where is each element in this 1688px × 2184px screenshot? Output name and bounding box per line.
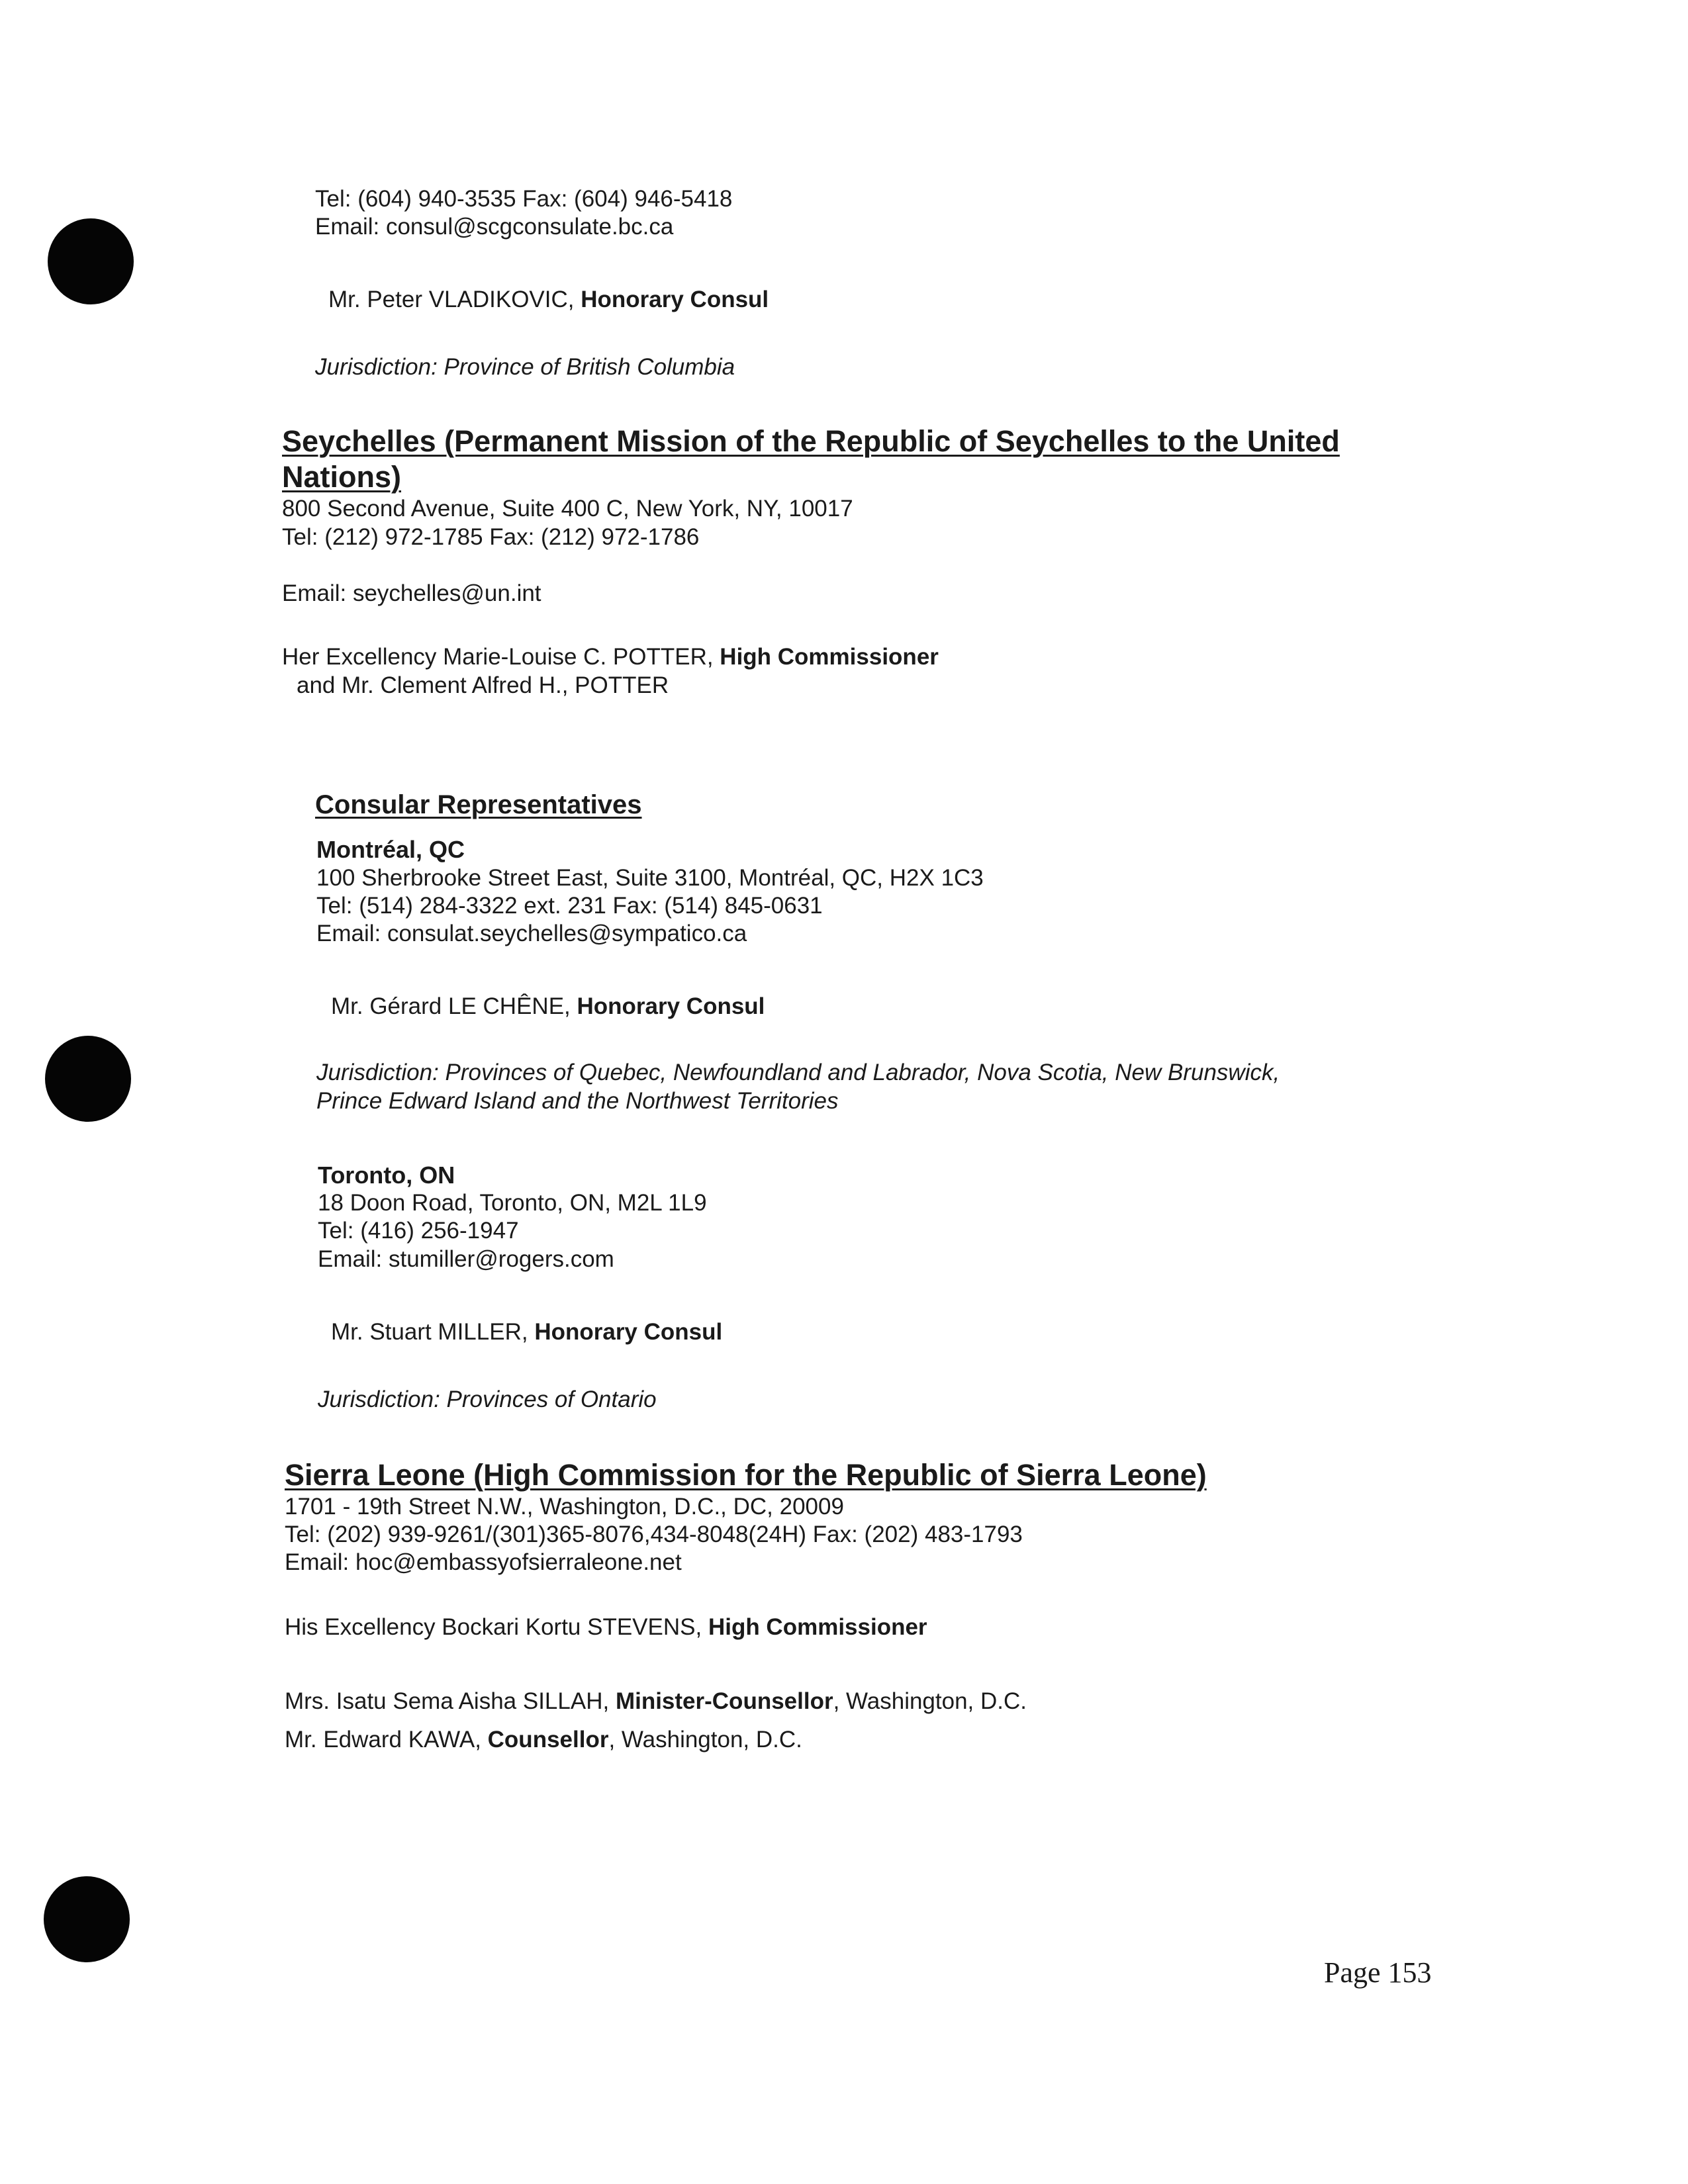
seychelles-head-title: High Commissioner <box>720 644 939 670</box>
vancouver-consul-name: Mr. Peter VLADIKOVIC, <box>328 287 581 312</box>
vancouver-consul-title: Honorary Consul <box>581 287 769 312</box>
seychelles-head-of-mission <box>282 643 939 671</box>
montreal-email: Email: consulat.seychelles@sympatico.ca <box>316 921 747 946</box>
toronto-city: Toronto, ON <box>318 1161 455 1189</box>
toronto-tel: Tel: (416) 256-1947 <box>318 1218 519 1244</box>
vancouver-tel: Tel: (604) 940-3535 Fax: (604) 946-5418 <box>315 186 733 212</box>
staff-title: Counsellor <box>487 1727 609 1752</box>
vancouver-jurisdiction: Jurisdiction: Province of British Columbia <box>315 354 735 380</box>
sierra-leone-staff-row <box>285 1688 1027 1715</box>
sierra-leone-head-name: His Excellency Bockari Kortu STEVENS, <box>285 1614 708 1640</box>
montreal-jurisdiction-line1: Jurisdiction: Provinces of Quebec, Newfoundland and Labrador, Nova Scotia, New Brunswick, <box>316 1060 1280 1085</box>
seychelles-spouse: and Mr. Clement Alfred H., POTTER <box>297 672 669 698</box>
montreal-jurisdiction-line2: Prince Edward Island and the Northwest Territories <box>316 1088 839 1114</box>
binder-hole-top <box>48 218 134 304</box>
binder-hole-middle <box>45 1036 131 1122</box>
sierra-leone-email: Email: hoc@embassyofsierraleone.net <box>285 1549 682 1575</box>
seychelles-heading-line1: Seychelles (Permanent Mission of the Republic of Seychelles to the United <box>282 424 1340 458</box>
page-number: Page 153 <box>1324 1956 1432 1989</box>
sierra-leone-staff-row <box>285 1726 802 1754</box>
toronto-consul-title: Honorary Consul <box>534 1319 723 1345</box>
sierra-leone-address: 1701 - 19th Street N.W., Washington, D.C., DC, 20009 <box>285 1494 844 1520</box>
vancouver-email: Email: consul@scgconsulate.bc.ca <box>315 214 674 240</box>
seychelles-email: Email: seychelles@un.int <box>282 580 541 606</box>
seychelles-heading-line2: Nations) <box>282 460 401 494</box>
montreal-address: 100 Sherbrooke Street East, Suite 3100, Montréal, QC, H2X 1C3 <box>316 865 984 891</box>
seychelles-tel: Tel: (212) 972-1785 Fax: (212) 972-1786 <box>282 524 700 550</box>
staff-name: Mrs. Isatu Sema Aisha SILLAH, <box>285 1688 616 1714</box>
vancouver-consul <box>328 286 769 314</box>
staff-location: , Washington, D.C. <box>608 1727 802 1752</box>
montreal-consul-name: Mr. Gérard LE CHÊNE, <box>331 993 577 1019</box>
montreal-tel: Tel: (514) 284-3322 ext. 231 Fax: (514) 845-0631 <box>316 893 823 919</box>
staff-title: Minister-Counsellor <box>615 1688 833 1714</box>
consular-representatives-heading: Consular Representatives <box>315 790 642 819</box>
toronto-consul <box>331 1318 722 1346</box>
seychelles-address: 800 Second Avenue, Suite 400 C, New York, NY, 10017 <box>282 496 853 522</box>
sierra-leone-tel: Tel: (202) 939-9261/(301)365-8076,434-8048(24H) Fax: (202) 483-1793 <box>285 1522 1023 1547</box>
montreal-city: Montréal, QC <box>316 836 465 863</box>
binder-hole-bottom <box>44 1876 130 1962</box>
staff-location: , Washington, D.C. <box>833 1688 1027 1714</box>
seychelles-head-name: Her Excellency Marie-Louise C. POTTER, <box>282 644 720 670</box>
toronto-address: 18 Doon Road, Toronto, ON, M2L 1L9 <box>318 1190 707 1216</box>
sierra-leone-head-title: High Commissioner <box>708 1614 927 1640</box>
toronto-consul-name: Mr. Stuart MILLER, <box>331 1319 535 1345</box>
sierra-leone-head-of-mission <box>285 1614 927 1641</box>
montreal-consul <box>331 993 765 1021</box>
toronto-email: Email: stumiller@rogers.com <box>318 1246 614 1272</box>
toronto-jurisdiction: Jurisdiction: Provinces of Ontario <box>318 1387 657 1412</box>
montreal-consul-title: Honorary Consul <box>577 993 765 1019</box>
sierra-leone-heading: Sierra Leone (High Commission for the Republic of Sierra Leone) <box>285 1458 1207 1492</box>
staff-name: Mr. Edward KAWA, <box>285 1727 488 1752</box>
